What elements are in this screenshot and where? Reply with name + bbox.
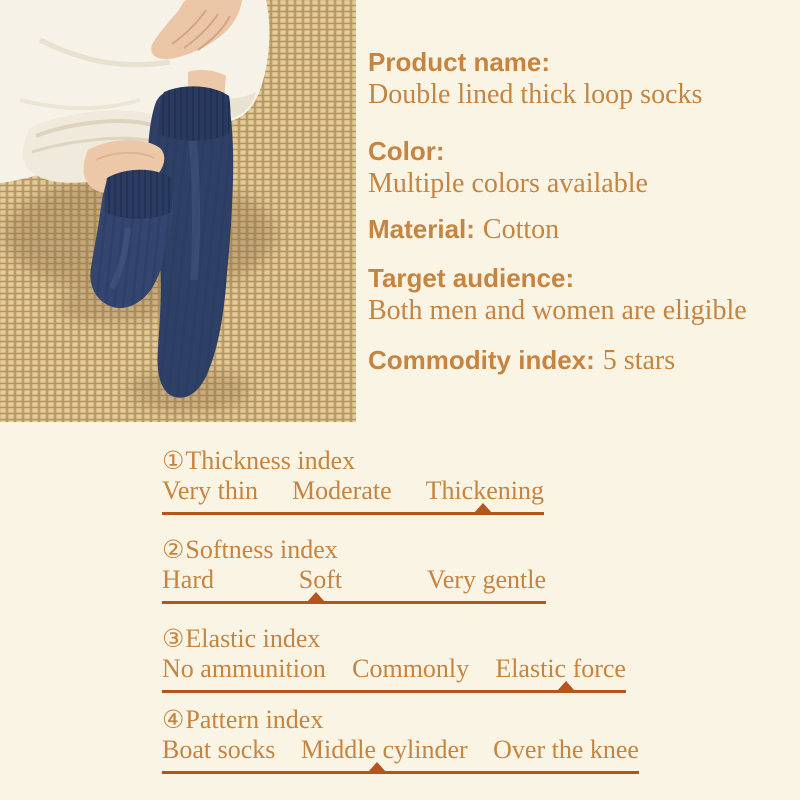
pattern-index-title — [162, 705, 662, 735]
triangle-marker-icon — [557, 681, 575, 691]
color-label: Color: — [368, 136, 445, 166]
scale-label: Thickening — [425, 476, 544, 505]
socks-photo-illustration — [0, 0, 356, 422]
softness-index-title — [162, 535, 662, 565]
index-section-pattern — [162, 705, 662, 774]
scale-label: Over the knee — [493, 735, 639, 764]
circled-number-2-icon: ② — [162, 535, 185, 564]
scale-label: Elastic force — [495, 654, 626, 683]
product-name-value: Double lined thick loop socks — [368, 79, 703, 110]
pattern-scale-line — [162, 771, 639, 774]
elastic-scale-labels — [162, 654, 626, 684]
circled-number-1-icon: ① — [162, 446, 185, 475]
commodity-index-value: 5 stars — [602, 345, 676, 376]
triangle-marker-icon — [307, 592, 325, 602]
scale-label: Very thin — [162, 476, 259, 505]
material-value: Cotton — [482, 214, 560, 245]
color-group — [368, 135, 792, 200]
color-value: Multiple colors available — [368, 168, 648, 199]
scale-label: Middle cylinder — [300, 735, 468, 764]
pattern-scale-labels — [162, 735, 639, 765]
scale-label: Hard — [162, 565, 214, 594]
scale-label: No ammunition — [162, 654, 326, 683]
softness-scale-labels — [162, 565, 546, 595]
thickness-index-title-text: Thickness index — [185, 446, 356, 475]
target-audience-group — [368, 262, 792, 327]
scale-label: Soft — [298, 565, 343, 594]
elastic-index-title — [162, 624, 662, 654]
product-name-label: Product name: — [368, 47, 551, 77]
product-info — [368, 46, 792, 381]
scale-label: Commonly — [352, 654, 470, 683]
triangle-marker-icon — [474, 503, 492, 513]
index-section-softness — [162, 535, 662, 604]
scale-label: Very gentle — [426, 565, 546, 594]
index-sections — [162, 446, 662, 774]
circled-number-4-icon: ④ — [162, 705, 185, 734]
circled-number-3-icon: ③ — [162, 624, 185, 653]
scale-label: Moderate — [292, 476, 392, 505]
thickness-index-title — [162, 446, 662, 476]
index-section-elastic — [162, 624, 662, 693]
product-photo — [0, 0, 356, 422]
material-label: Material: — [368, 214, 475, 244]
material-group — [368, 213, 792, 250]
pattern-index-title-text: Pattern index — [185, 705, 324, 734]
commodity-index-group — [368, 344, 792, 381]
target-audience-label: Target audience: — [368, 263, 575, 293]
elastic-scale-line — [162, 690, 626, 693]
triangle-marker-icon — [368, 762, 386, 772]
index-section-thickness — [162, 446, 662, 515]
softness-index-title-text: Softness index — [185, 535, 338, 564]
thickness-scale-line — [162, 512, 544, 515]
scale-label: Boat socks — [162, 735, 276, 764]
product-name-group — [368, 46, 792, 111]
elastic-index-title-text: Elastic index — [185, 624, 321, 653]
thickness-scale-labels — [162, 476, 544, 506]
commodity-index-label: Commodity index: — [368, 345, 595, 375]
softness-scale-line — [162, 601, 546, 604]
target-audience-value: Both men and women are eligible — [368, 295, 747, 326]
